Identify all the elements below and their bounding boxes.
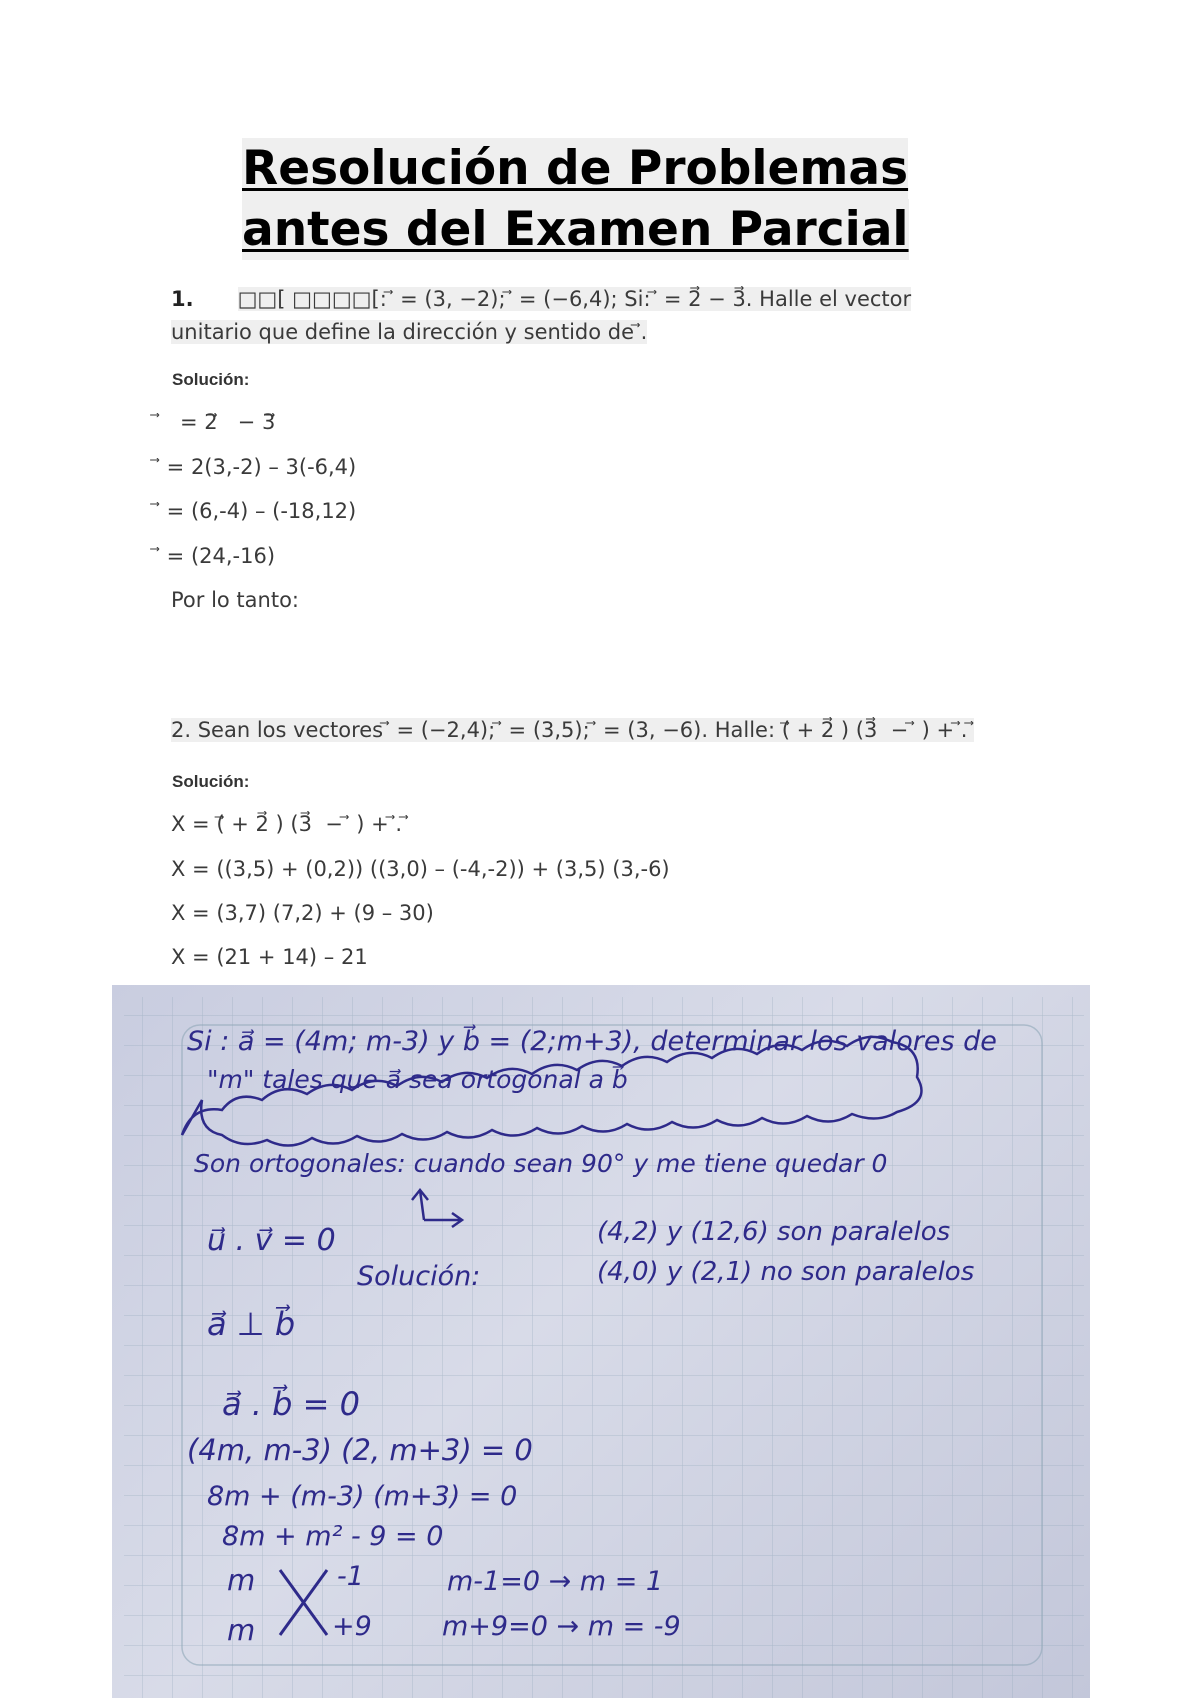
notebook-page	[112, 985, 1090, 1698]
hw-solucion: Solución:	[357, 1261, 481, 1292]
title-line-2: antes del Examen Parcial	[242, 199, 909, 260]
hw-uv: u⃗ . v⃗ = 0	[207, 1223, 336, 1258]
hw-line-1: Si : a⃗ = (4m; m-3) y b⃗ = (2;m+3), determinar los valores de	[187, 1026, 997, 1057]
solution-2-line: X = (21 + 14) – 21	[171, 945, 368, 969]
solution-2-line: X = (⃗ + 2⃗ ) (3⃗ − ⃗ ) + ⃗. ⃗	[171, 812, 409, 836]
problem-1	[171, 283, 971, 349]
hw-paralelos-1: (4,2) y (12,6) son paralelos	[597, 1217, 951, 1247]
problem-2: 2. Sean los vectores ⃗ = (−2,4); ⃗ = (3,5); ⃗ = (3, −6). Halle: (⃗ + 2⃗ ) (3⃗ − ⃗ ) + ⃗. ⃗	[171, 718, 975, 742]
problem-1-number: 1.	[171, 287, 194, 311]
problem-1-text-b: Si: ⃗ = 2⃗ − 3⃗. Halle el vector	[624, 287, 912, 311]
hw-dot: a⃗ . b⃗ = 0	[222, 1385, 360, 1423]
solution-1-line: ⃗ = (6,-4) – (-18,12)	[160, 499, 357, 523]
hw-step-2: 8m + (m-3) (m+3) = 0	[207, 1481, 518, 1512]
hw-line-2: "m" tales que a⃗ sea ortogonal a b⃗	[207, 1065, 628, 1094]
hw-step-1: (4m, m-3) (2, m+3) = 0	[187, 1433, 533, 1467]
hw-factor-m1-val: -1	[337, 1561, 364, 1592]
hw-result-1: m-1=0 → m = 1	[447, 1566, 664, 1597]
hw-factor-m2-val: +9	[332, 1611, 372, 1642]
title-line-1: Resolución de Problemas	[242, 138, 908, 199]
hw-cloud-text: Son ortogonales: cuando sean 90° y me tiene quedar 0	[194, 1149, 888, 1178]
hw-step-3: 8m + m² - 9 = 0	[222, 1521, 444, 1552]
handwritten-notes-photo	[112, 985, 1090, 1698]
solution-1-label: Solución:	[172, 370, 250, 389]
solution-1-line: ⃗ = 2(3,-2) – 3(-6,4)	[160, 455, 357, 479]
hw-factor-m2: m	[227, 1613, 256, 1647]
solution-1-line: ⃗ = 2⃗ − 3⃗	[160, 410, 276, 434]
solution-1-conclusion: Por lo tanto:	[171, 588, 299, 612]
hw-paralelos-2: (4,0) y (2,1) no son paralelos	[597, 1257, 975, 1287]
solution-1-line: ⃗ = (24,-16)	[160, 544, 276, 568]
solution-2-label: Solución:	[172, 772, 250, 791]
problem-1-text-a: □□[ □□□□[: ⃗ = (3, −2); ⃗ = (−6,4);	[237, 287, 625, 311]
problem-1-line-2: unitario que define la dirección y sentido de ⃗.	[171, 320, 648, 344]
hw-factor-m1: m	[227, 1563, 256, 1597]
page-title	[242, 138, 962, 260]
hw-result-2: m+9=0 → m = -9	[442, 1611, 681, 1642]
solution-2-line: X = ((3,5) + (0,2)) ((3,0) – (-4,-2)) + (3,5) (3,-6)	[171, 857, 670, 881]
solution-2-line: X = (3,7) (7,2) + (9 – 30)	[171, 901, 434, 925]
hw-perp: a⃗ ⊥ b⃗	[207, 1305, 296, 1343]
